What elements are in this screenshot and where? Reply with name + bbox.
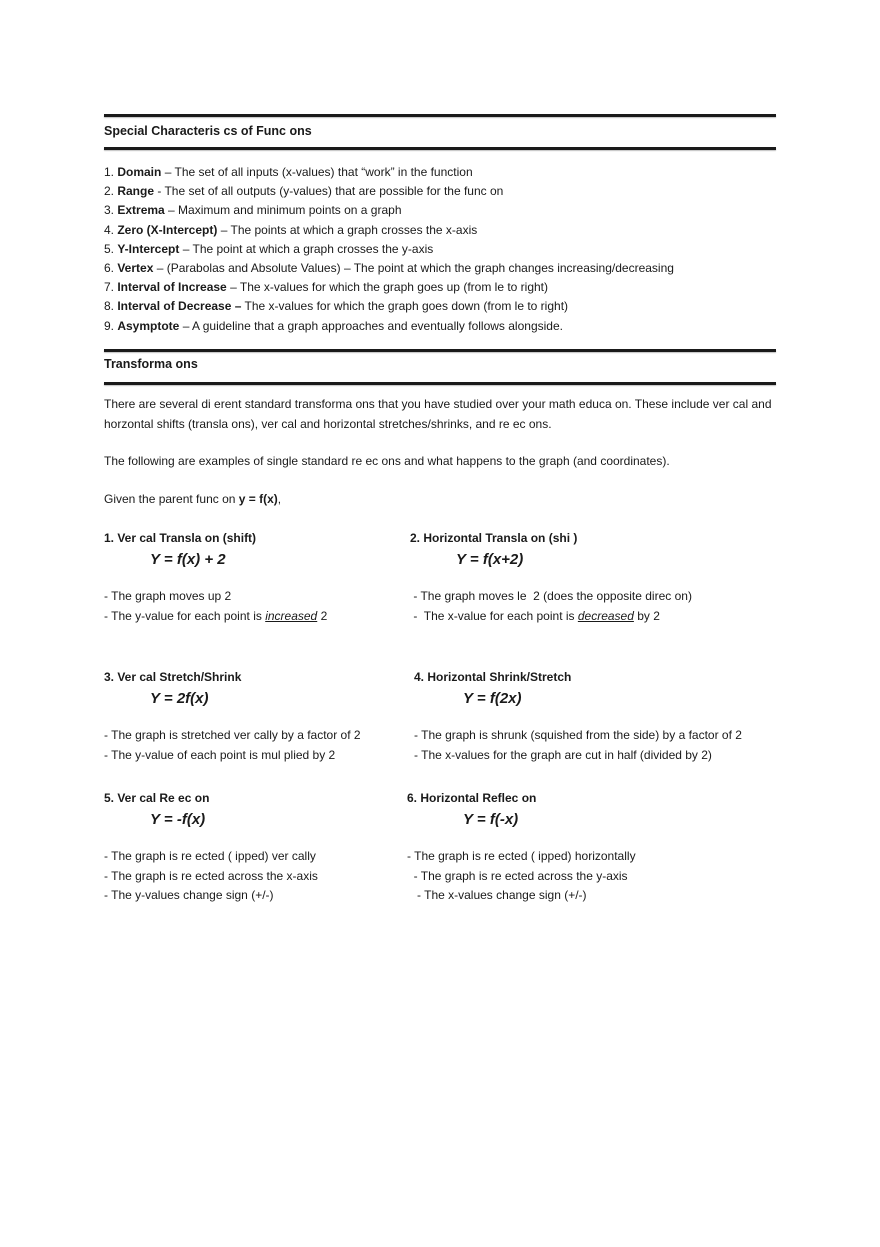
transform-notes	[414, 726, 774, 765]
transform-note: - The y-value of each point is mul plied by 2	[104, 747, 336, 762]
list-item-y-intercept: 5. Y-Intercept – The point at which a graph crosses the y-axis	[104, 241, 434, 256]
transform-note: - The graph is re ected across the y-axis	[407, 868, 628, 883]
transform-formula: Y = f(-x)	[463, 811, 519, 828]
transform-horizontal-translation	[410, 529, 770, 626]
transformations-top-rule	[104, 349, 776, 352]
list-item-extrema: 3. Extrema – Maximum and minimum points on a graph	[104, 203, 402, 218]
parent-function: y = f(x)	[238, 492, 278, 506]
list-item-domain: 1. Domain – The set of all inputs (x-values) that “work” in the function	[104, 165, 473, 179]
definition: – The set of all inputs (x-values) that “work” in the function	[161, 165, 473, 179]
transform-formula: Y = f(2x)	[463, 690, 522, 707]
examples-paragraph: The following are examples of single standard re ec ons and what happens to the graph (and coordinates).	[104, 454, 670, 468]
definition: – A guideline that a graph approaches and eventually follows alongside.	[179, 318, 563, 333]
intro-paragraph: There are several di erent standard transforma ons that you have studied over your math educa on. These include ver cal and horzontal shifts (transla ons), ver cal and horizontal stretches/shrinks, and re ec ons.	[104, 397, 772, 431]
list-item-interval-increase: 7. Interval of Increase – The x-values for which the graph goes up (from le to right)	[104, 280, 549, 295]
transform-note: - The x-value for each point is decreased by 2	[410, 608, 660, 623]
definition: – The points at which a graph crosses the x-axis	[217, 222, 478, 237]
transform-title: 3. Ver cal Stretch/Shrink	[104, 670, 242, 684]
transform-note: - The x-values change sign (+/-)	[407, 888, 587, 902]
transform-title: 4. Horizontal Shrink/Stretch	[414, 670, 572, 684]
emphasis-increased: increased	[265, 608, 318, 623]
transform-note: - The graph is shrunk (squished from the side) by a factor of 2	[414, 728, 742, 742]
definition: – The x-values for which the graph goes up (from le to right)	[226, 280, 549, 295]
transform-notes	[104, 726, 464, 765]
transform-vertical-stretch	[104, 668, 464, 765]
transformations-heading: Transforma ons	[104, 357, 198, 371]
list-item-interval-decrease: 8. Interval of Decrease – The x-values for which the graph goes down (from le to right)	[104, 299, 569, 314]
transform-formula: Y = -f(x)	[150, 811, 206, 828]
transform-formula: Y = 2f(x)	[150, 690, 209, 707]
definition: – Maximum and minimum points on a graph	[164, 203, 402, 218]
transform-note: - The y-values change sign (+/-)	[104, 888, 274, 902]
term: Vertex	[117, 260, 154, 275]
term: Domain	[117, 165, 162, 179]
transform-formula: Y = f(x) + 2	[150, 551, 226, 568]
characteristics-heading: Special Characteris cs of Func ons	[104, 124, 312, 138]
definition: - The set of all outputs (y-values) that are possible for the func on	[154, 184, 504, 199]
list-item-vertex: 6. Vertex – (Parabolas and Absolute Values) – The point at which the graph changes increasing/decreasing	[104, 260, 674, 275]
definition: – The point at which a graph crosses the y-axis	[179, 241, 434, 256]
transform-title: 6. Horizontal Reflec on	[407, 791, 537, 805]
term: Interval of Decrease –	[117, 299, 242, 314]
term: Y-Intercept	[117, 241, 180, 256]
transformations-rule	[104, 382, 776, 385]
transform-note: - The x-values for the graph are cut in half (divided by 2)	[414, 747, 712, 762]
list-item-asymptote: 9. Asymptote – A guideline that a graph approaches and eventually follows alongside.	[104, 318, 563, 333]
transform-formula: Y = f(x+2)	[456, 551, 524, 568]
transform-title: 1. Ver cal Transla on (shift)	[104, 531, 257, 545]
transform-note: - The y-value for each point is increased 2	[104, 608, 328, 623]
definition: – (Parabolas and Absolute Values) – The point at which the graph changes increasing/decreasing	[153, 260, 674, 275]
transform-note: - The graph is re ected ( ipped) ver cally	[104, 849, 316, 863]
transform-title: 5. Ver cal Re ec on	[104, 791, 210, 805]
term: Asymptote	[117, 318, 180, 333]
term: Interval of Increase	[117, 280, 227, 295]
list-item-zero: 4. Zero (X-Intercept) – The points at which a graph crosses the x-axis	[104, 222, 478, 237]
characteristics-rule	[104, 147, 776, 150]
list-item-range: 2. Range - The set of all outputs (y-values) that are possible for the func on	[104, 184, 504, 199]
transform-notes	[407, 847, 767, 906]
transform-note: - The graph is re ected across the x-axis	[104, 868, 318, 883]
definition: The x-values for which the graph goes down (from le to right)	[241, 299, 569, 314]
transform-note: - The graph moves le 2 (does the opposite direc on)	[410, 589, 692, 603]
term: Zero (X-Intercept)	[117, 222, 218, 237]
characteristics-list	[104, 163, 776, 336]
transform-title: 2. Horizontal Transla on (shi )	[410, 531, 578, 545]
top-rule	[104, 114, 776, 117]
emphasis-decreased: decreased	[577, 608, 634, 623]
transform-note: - The graph is stretched ver cally by a factor of 2	[104, 728, 361, 742]
term: Extrema	[117, 203, 165, 218]
transform-note: - The graph is re ected ( ipped) horizontally	[407, 849, 636, 863]
parent-function-line: Given the parent func on y = f(x),	[104, 492, 282, 506]
term: Range	[117, 184, 155, 199]
transform-notes	[410, 587, 770, 626]
transform-note: - The graph moves up 2	[104, 589, 232, 603]
transform-horizontal-shrink	[414, 668, 774, 765]
transform-horizontal-reflection	[407, 789, 767, 906]
